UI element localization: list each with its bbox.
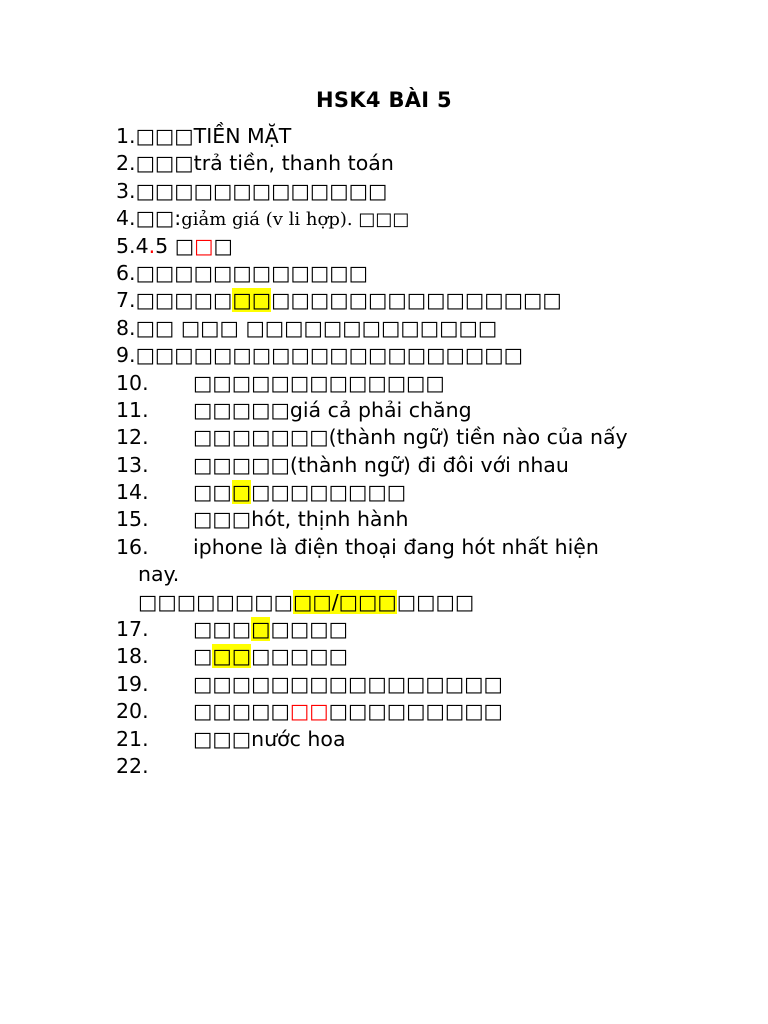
item-text: □□□□□□□□□ bbox=[328, 699, 503, 724]
item-text-serif: giảm giá (v li hợp). □□□ bbox=[181, 209, 410, 231]
item-text-highlighted: □ bbox=[251, 617, 271, 642]
item-text-red: □ bbox=[194, 233, 214, 258]
item-number: 5. bbox=[116, 233, 136, 258]
item-text: □□□ bbox=[193, 617, 252, 642]
item-number: 14. bbox=[116, 480, 149, 505]
item-text: □□□□□ bbox=[193, 699, 290, 724]
list-item-continuation bbox=[116, 561, 736, 588]
list-item bbox=[116, 260, 736, 287]
list-item bbox=[116, 452, 736, 479]
list-item bbox=[116, 233, 736, 260]
item-text: □□□□ bbox=[396, 589, 475, 614]
item-number: 19. bbox=[116, 671, 149, 696]
list-item bbox=[116, 178, 736, 205]
list-item bbox=[116, 150, 736, 177]
item-text: □□□□□giá cả phải chăng bbox=[193, 397, 472, 422]
item-text: nay. bbox=[138, 562, 180, 587]
item-number: 4. bbox=[116, 206, 136, 231]
item-number: 1. bbox=[116, 124, 136, 148]
item-text: □□ bbox=[193, 480, 232, 505]
item-text-highlighted: □□ bbox=[212, 644, 252, 669]
item-text: □□□□□□□(thành ngữ) tiền nào của nấy bbox=[193, 425, 628, 450]
list-item bbox=[116, 424, 736, 451]
list-item bbox=[116, 287, 736, 314]
list-item bbox=[116, 726, 736, 753]
page-title: HSK4 BÀI 5 bbox=[316, 88, 452, 112]
item-number: 22. bbox=[116, 753, 149, 778]
item-text: □□□□□□□□□□□□ bbox=[135, 260, 368, 285]
item-text: □□□□□ bbox=[135, 288, 233, 313]
item-number: 20. bbox=[116, 699, 149, 724]
item-text: □□□□□□□□□□□□□□□□□□□□ bbox=[135, 343, 523, 368]
item-text: □□□□□□□□□□□□□ bbox=[135, 178, 388, 203]
item-text: □□□□□□□□ bbox=[251, 480, 407, 505]
item-text-highlighted: □□/□□□ bbox=[292, 589, 397, 614]
item-text: □□□□□□□□□□□□□ bbox=[193, 370, 445, 395]
item-text-red: □□ bbox=[289, 699, 329, 724]
item-text: □□□hót, thịnh hành bbox=[193, 507, 409, 532]
list-item bbox=[116, 506, 736, 533]
item-number: 13. bbox=[116, 452, 149, 477]
list-item bbox=[116, 753, 736, 780]
item-text: □ bbox=[213, 233, 233, 258]
list-item bbox=[116, 315, 736, 342]
item-text: □□□□□□□□□□□□□□□□ bbox=[193, 671, 503, 696]
list-item-continuation bbox=[116, 589, 736, 616]
list-item bbox=[116, 616, 736, 643]
item-text-highlighted: □□ bbox=[232, 288, 272, 313]
vocabulary-list bbox=[116, 123, 736, 780]
item-number: 9. bbox=[116, 343, 136, 368]
list-item bbox=[116, 397, 736, 424]
item-number: 10. bbox=[116, 370, 149, 395]
item-number: 16. bbox=[116, 534, 149, 559]
list-item bbox=[116, 123, 736, 150]
item-number: 7. bbox=[116, 288, 136, 313]
item-text: □□□nước hoa bbox=[193, 726, 346, 751]
item-text: iphone là điện thoại đang hót nhất hiện bbox=[193, 534, 599, 559]
item-text: □□: bbox=[135, 206, 182, 231]
item-text: □□□□□(thành ngữ) đi đôi với nhau bbox=[193, 452, 569, 477]
list-item bbox=[116, 342, 736, 369]
item-number: 3. bbox=[116, 178, 136, 203]
item-number: 18. bbox=[116, 644, 149, 669]
list-item bbox=[116, 370, 736, 397]
item-text: 4 bbox=[135, 233, 149, 258]
item-number: 12. bbox=[116, 425, 149, 450]
item-text: □□ □□□ □□□□□□□□□□□□□ bbox=[135, 315, 498, 340]
list-item bbox=[116, 205, 736, 232]
list-item bbox=[116, 534, 736, 561]
list-item bbox=[116, 671, 736, 698]
item-number: 11. bbox=[116, 397, 149, 422]
item-text: □□□trả tiền, thanh toán bbox=[135, 151, 394, 176]
item-number: 17. bbox=[116, 617, 149, 642]
item-number: 8. bbox=[116, 315, 136, 340]
item-number: 15. bbox=[116, 507, 149, 532]
list-item bbox=[116, 479, 736, 506]
item-text: □□□□ bbox=[270, 617, 348, 642]
item-text: □ bbox=[193, 644, 213, 669]
item-text-red: . bbox=[148, 233, 156, 258]
item-text: □□□□□ bbox=[251, 644, 348, 669]
item-text: □□□□□□□□□□□□□□□ bbox=[271, 288, 562, 313]
item-number: 21. bbox=[116, 726, 149, 751]
list-item bbox=[116, 698, 736, 725]
list-item bbox=[116, 643, 736, 670]
item-number: 6. bbox=[116, 260, 136, 285]
item-text: 5 □ bbox=[155, 233, 195, 258]
item-text: □□□□□□□□ bbox=[138, 589, 293, 614]
item-number: 2. bbox=[116, 151, 136, 176]
item-text-highlighted: □ bbox=[231, 480, 252, 505]
item-text: □□□TIỀN MẶT bbox=[135, 124, 292, 148]
